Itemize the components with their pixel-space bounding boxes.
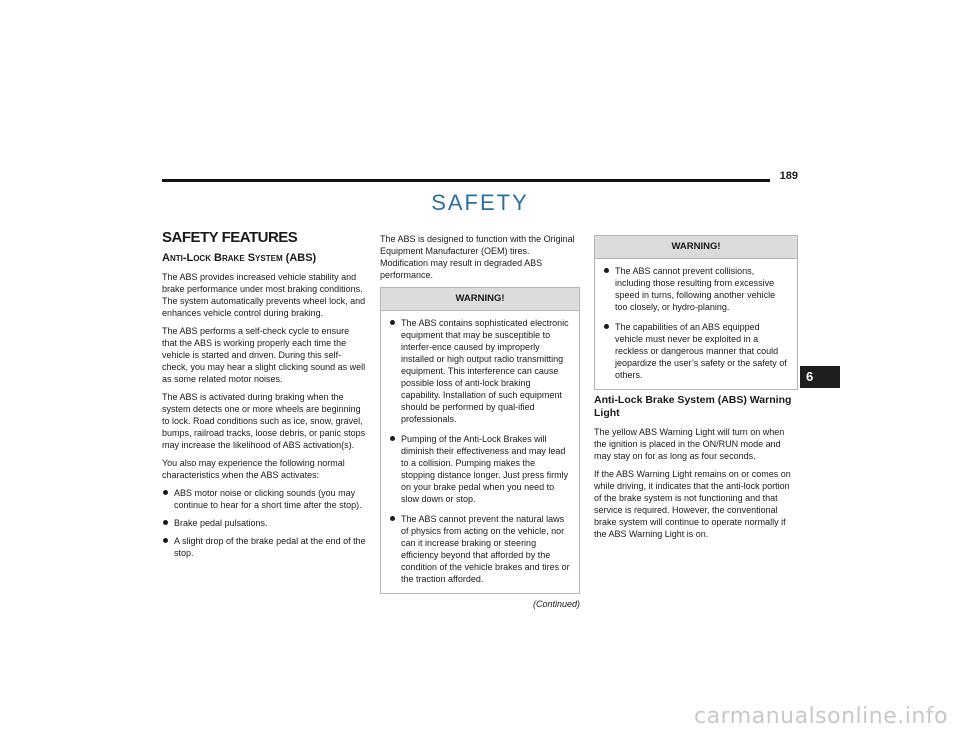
column-1 bbox=[162, 229, 366, 565]
list-item: A slight drop of the brake pedal at the end of the stop. bbox=[162, 535, 366, 559]
warning-item: The ABS cannot prevent collisions, including those resulting from excessive speed in turns, following another vehicle too closely, or hydro-planing. bbox=[603, 265, 789, 313]
paragraph: The yellow ABS Warning Light will turn on when the ignition is placed in the ON/RUN mode and may stay on for as long as four seconds. bbox=[594, 427, 785, 461]
watermark: carmanualsonline.info bbox=[694, 704, 948, 729]
column-2 bbox=[380, 233, 580, 610]
warning-list bbox=[381, 311, 579, 585]
paragraph: The ABS is designed to function with the Original Equipment Manufacturer (OEM) tires. Modification may result in degraded ABS performance. bbox=[380, 234, 575, 280]
warning-heading: WARNING! bbox=[381, 288, 579, 311]
chapter-title: SAFETY bbox=[431, 190, 529, 215]
warning-list bbox=[595, 259, 797, 381]
page-number: 189 bbox=[779, 170, 798, 182]
column-3 bbox=[594, 233, 798, 546]
warning-heading: WARNING! bbox=[595, 236, 797, 259]
section-title: SAFETY FEATURES bbox=[162, 229, 298, 246]
subsection-title: Anti-Lock Brake System (ABS) Warning Light bbox=[594, 394, 792, 419]
paragraph: The ABS provides increased vehicle stability and brake performance under most braking conditions. The system automatically prevents wheel lock, and enhances vehicle control during braking. bbox=[162, 272, 366, 318]
chapter-tab: 6 bbox=[800, 366, 840, 388]
paragraph: The ABS performs a self-check cycle to ensure that the ABS is working properly each time the vehicle is started and driven. During this self-check, you may hear a slight clicking sound as well as some related motor noises. bbox=[162, 326, 366, 384]
warning-box bbox=[594, 235, 798, 390]
paragraph: The ABS is activated during braking when the system detects one or more wheels are beginning to lock. Road conditions such as ice, snow, gravel, bumps, railroad tracks, loose debris, or panic stops may increase the likelihood of ABS activation(s). bbox=[162, 392, 366, 450]
list-item: ABS motor noise or clicking sounds (you may continue to hear for a short time after the stop). bbox=[162, 487, 366, 511]
warning-item: The capabilities of an ABS equipped vehicle must never be exploited in a reckless or dangerous manner that could jeopardize the user’s safety or the safety of others. bbox=[603, 321, 789, 381]
subsection-title: Anti-Lock Brake System (ABS) bbox=[162, 252, 317, 264]
warning-box bbox=[380, 287, 580, 594]
continued-note: (Continued) bbox=[532, 599, 580, 609]
warning-item: The ABS contains sophisticated electronic equipment that may be susceptible to interfer-ence caused by improperly installed or high output radio transmitting equipment. This interference can cause possible loss of anti-lock braking capability. Installation of such equipment should be performed by qual-ified professionals. bbox=[389, 317, 571, 425]
paragraph: If the ABS Warning Light remains on or comes on while driving, it indicates that the anti-lock portion of the brake system is not functioning and that service is required. However, the conventional brake system will continue to operate normally if the ABS Warning Light is on. bbox=[594, 469, 791, 539]
list-item: Brake pedal pulsations. bbox=[162, 517, 366, 529]
header-rule bbox=[162, 179, 770, 182]
bullet-list bbox=[162, 487, 366, 559]
warning-item: Pumping of the Anti-Lock Brakes will diminish their effectiveness and may lead to a collision. Pumping makes the stopping distance longer. Just press firmly on your brake pedal when you need to slow down or stop. bbox=[389, 433, 571, 505]
warning-item: The ABS cannot prevent the natural laws of physics from acting on the vehicle, nor can it increase braking or steering efficiency beyond that afforded by the condition of the vehicle brakes and tires or the traction afforded. bbox=[389, 513, 571, 585]
paragraph: You also may experience the following normal characteristics when the ABS activates: bbox=[162, 458, 345, 480]
